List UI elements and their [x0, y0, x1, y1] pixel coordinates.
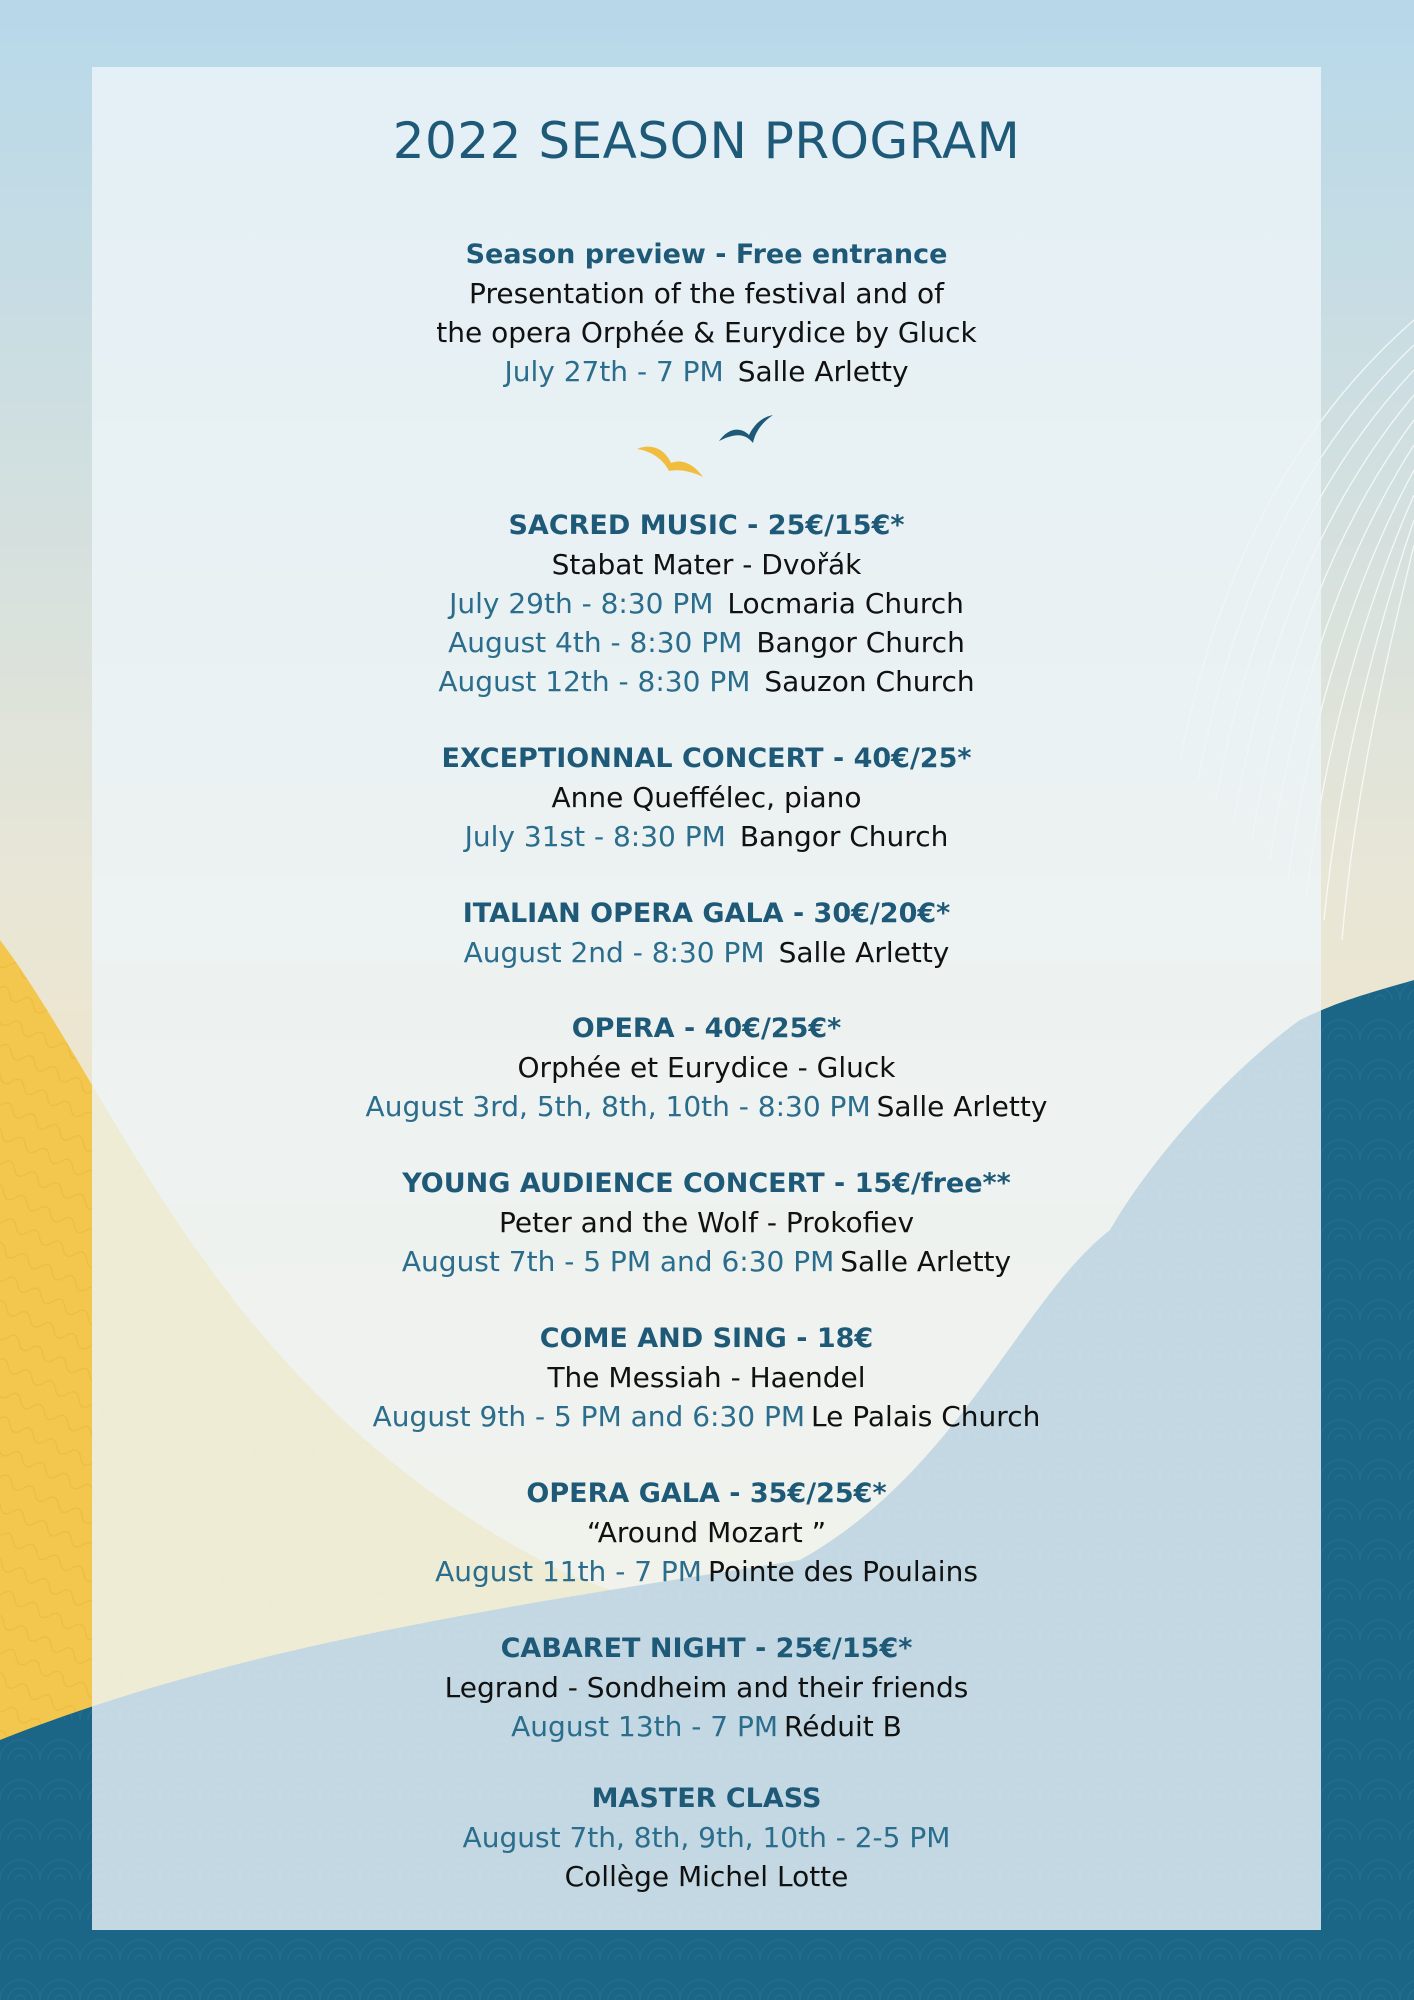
event-venue: Salle Arletty	[876, 1090, 1048, 1123]
event-opera	[92, 1009, 1321, 1126]
event-date: July 27th - 7 PM	[504, 355, 724, 388]
event-venue: Collège Michel Lotte	[564, 1860, 849, 1893]
event-description: The Messiah - Haendel	[547, 1361, 866, 1394]
event-venue: Bangor Church	[756, 626, 965, 659]
event-description: Anne Queffélec, piano	[551, 781, 862, 814]
event-heading: COME AND SING - 18€	[539, 1323, 874, 1354]
event-date-row	[92, 1242, 1321, 1281]
event-venue: Pointe des Poulains	[707, 1555, 978, 1588]
event-opera-gala	[92, 1474, 1321, 1591]
event-date: August 13th - 7 PM	[511, 1710, 779, 1743]
event-description: Orphée et Eurydice - Gluck	[517, 1051, 896, 1084]
event-italian-opera-gala	[92, 894, 1321, 972]
event-venue: Locmaria Church	[727, 587, 964, 620]
event-heading: EXCEPTIONNAL CONCERT - 40€/25*	[441, 743, 972, 774]
event-date-row	[92, 1552, 1321, 1591]
event-young-audience-concert	[92, 1164, 1321, 1281]
event-date-row	[92, 933, 1321, 972]
event-heading: Season preview - Free entrance	[465, 239, 948, 270]
event-date: August 11th - 7 PM	[435, 1555, 702, 1588]
event-date: August 2nd - 8:30 PM	[463, 936, 765, 969]
event-venue: Salle Arletty	[737, 355, 909, 388]
event-heading: ITALIAN OPERA GALA - 30€/20€*	[462, 898, 951, 929]
event-description: Stabat Mater - Dvořák	[551, 548, 862, 581]
seagull-yellow-icon	[637, 447, 703, 477]
event-venue: Salle Arletty	[778, 936, 950, 969]
event-date-row	[92, 1397, 1321, 1436]
event-date-row	[92, 584, 1321, 623]
seagulls-icon	[637, 409, 777, 489]
event-master-class	[92, 1779, 1321, 1896]
event-description: Peter and the Wolf - Prokofiev	[498, 1206, 915, 1239]
event-heading: CABARET NIGHT - 25€/15€*	[500, 1633, 913, 1664]
event-sacred-music	[92, 506, 1321, 701]
event-heading: SACRED MUSIC - 25€/15€*	[508, 510, 905, 541]
event-description: Presentation of the festival and of	[469, 277, 944, 310]
event-date: August 7th, 8th, 9th, 10th - 2-5 PM	[462, 1821, 951, 1854]
event-date-row	[92, 1707, 1321, 1746]
event-come-and-sing	[92, 1319, 1321, 1436]
page-title: 2022 SEASON PROGRAM	[392, 112, 1021, 170]
event-description: “Around Mozart ”	[586, 1516, 827, 1549]
program-content	[92, 67, 1321, 1930]
event-date: August 4th - 8:30 PM	[448, 626, 743, 659]
event-date-row	[92, 817, 1321, 856]
event-exceptional-concert	[92, 739, 1321, 856]
event-date: August 3rd, 5th, 8th, 10th - 8:30 PM	[365, 1090, 871, 1123]
event-venue: Sauzon Church	[764, 665, 975, 698]
event-description: Legrand - Sondheim and their friends	[444, 1671, 969, 1704]
event-date: July 31st - 8:30 PM	[464, 820, 726, 853]
event-heading: YOUNG AUDIENCE CONCERT - 15€/free**	[402, 1168, 1011, 1199]
event-cabaret-night	[92, 1629, 1321, 1746]
event-venue: Salle Arletty	[840, 1245, 1012, 1278]
event-heading: OPERA - 40€/25€*	[571, 1013, 842, 1044]
event-date-row	[92, 352, 1321, 391]
event-date-row	[92, 1087, 1321, 1126]
event-heading: MASTER CLASS	[591, 1783, 822, 1814]
event-date: August 9th - 5 PM and 6:30 PM	[372, 1400, 806, 1433]
event-description: the opera Orphée & Eurydice by Gluck	[436, 316, 977, 349]
event-date-row	[92, 662, 1321, 701]
event-season-preview	[92, 235, 1321, 391]
seagull-blue-icon	[719, 415, 773, 443]
event-venue: Bangor Church	[739, 820, 949, 853]
event-venue: Le Palais Church	[811, 1400, 1041, 1433]
event-heading: OPERA GALA - 35€/25€*	[526, 1478, 887, 1509]
event-venue: Réduit B	[784, 1710, 902, 1743]
event-date: August 12th - 8:30 PM	[438, 665, 751, 698]
event-date: August 7th - 5 PM and 6:30 PM	[401, 1245, 835, 1278]
event-date-row	[92, 623, 1321, 662]
event-date: July 29th - 8:30 PM	[449, 587, 714, 620]
